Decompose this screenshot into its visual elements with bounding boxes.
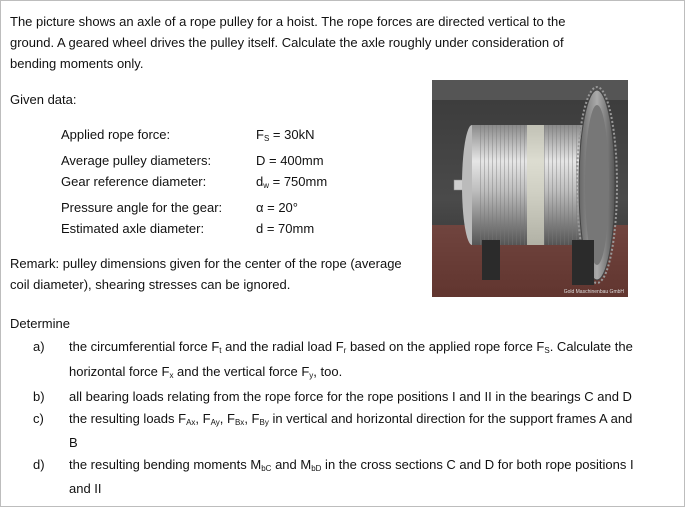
given-data-label: Average pulley diameters: bbox=[61, 152, 212, 168]
given-data-value: D = 400mm bbox=[256, 152, 324, 168]
given-data-list bbox=[61, 124, 327, 240]
task-text: all bearing loads relating from the rope force for the rope positions I and II in the bearings C and D bbox=[69, 389, 632, 404]
given-data-value: $F_S = 30kN$ bbox=[256, 127, 315, 143]
task-letter: a) bbox=[33, 339, 45, 354]
given-data-row bbox=[61, 124, 327, 150]
task-text: the resulting loads $F_{Ax}$, $F_{Ay}$, $F_{Bx}$, $F_{By}$ in vertical and horizontal direction for the support frames A and B bbox=[69, 410, 633, 450]
given-data-label: Pressure angle for the gear: bbox=[61, 199, 223, 215]
given-data-label: Gear reference diameter: bbox=[61, 174, 207, 189]
given-data-row bbox=[61, 171, 327, 197]
given-data-row bbox=[61, 218, 327, 240]
task-letter: b) bbox=[33, 389, 45, 404]
given-data-heading: Given data: bbox=[10, 92, 77, 107]
given-data-value: d = 70mm bbox=[256, 221, 315, 236]
task-item bbox=[33, 337, 643, 386]
task-list bbox=[33, 337, 643, 501]
given-data-value: $d_w = 750mm$ bbox=[256, 174, 328, 190]
given-data-label: Estimated axle diameter: bbox=[61, 221, 205, 236]
task-item bbox=[33, 409, 643, 454]
given-data-row bbox=[61, 197, 327, 219]
given-data-row bbox=[61, 150, 327, 172]
task-item bbox=[33, 387, 643, 408]
photo-credit: Gold Maschinenbau GmbH bbox=[563, 289, 624, 295]
given-data-value: α = 20° bbox=[256, 199, 298, 215]
task-item bbox=[33, 455, 643, 500]
pulley-photo bbox=[432, 80, 628, 297]
task-text: the circumferential force $F_t$ and the radial load $F_r$ based on the applied rope force $F_S$. Calculate the horizontal force $F_x$ and the vertical force $F_y$, too. bbox=[69, 339, 633, 380]
given-data-label: Applied rope force: bbox=[61, 127, 171, 142]
intro-text: The picture shows an axle of a rope pulley for a hoist. The rope forces are directed vertical to the ground. A geared wheel drives the pulley itself. Calculate the axle roughly under consideration of bending moments only. bbox=[10, 14, 566, 71]
task-letter: d) bbox=[33, 456, 45, 472]
pulley-photo-illustration bbox=[432, 80, 628, 297]
task-letter: c) bbox=[33, 410, 44, 426]
determine-heading: Determine bbox=[10, 316, 70, 331]
remark-text: Remark: pulley dimensions given for the center of the rope (average coil diameter), shearing stresses can be ignored. bbox=[10, 256, 402, 292]
task-text: the resulting bending moments $M_{bC}$ and $M_{bD}$ in the cross sections C and D for both rope positions I and II bbox=[69, 456, 634, 496]
